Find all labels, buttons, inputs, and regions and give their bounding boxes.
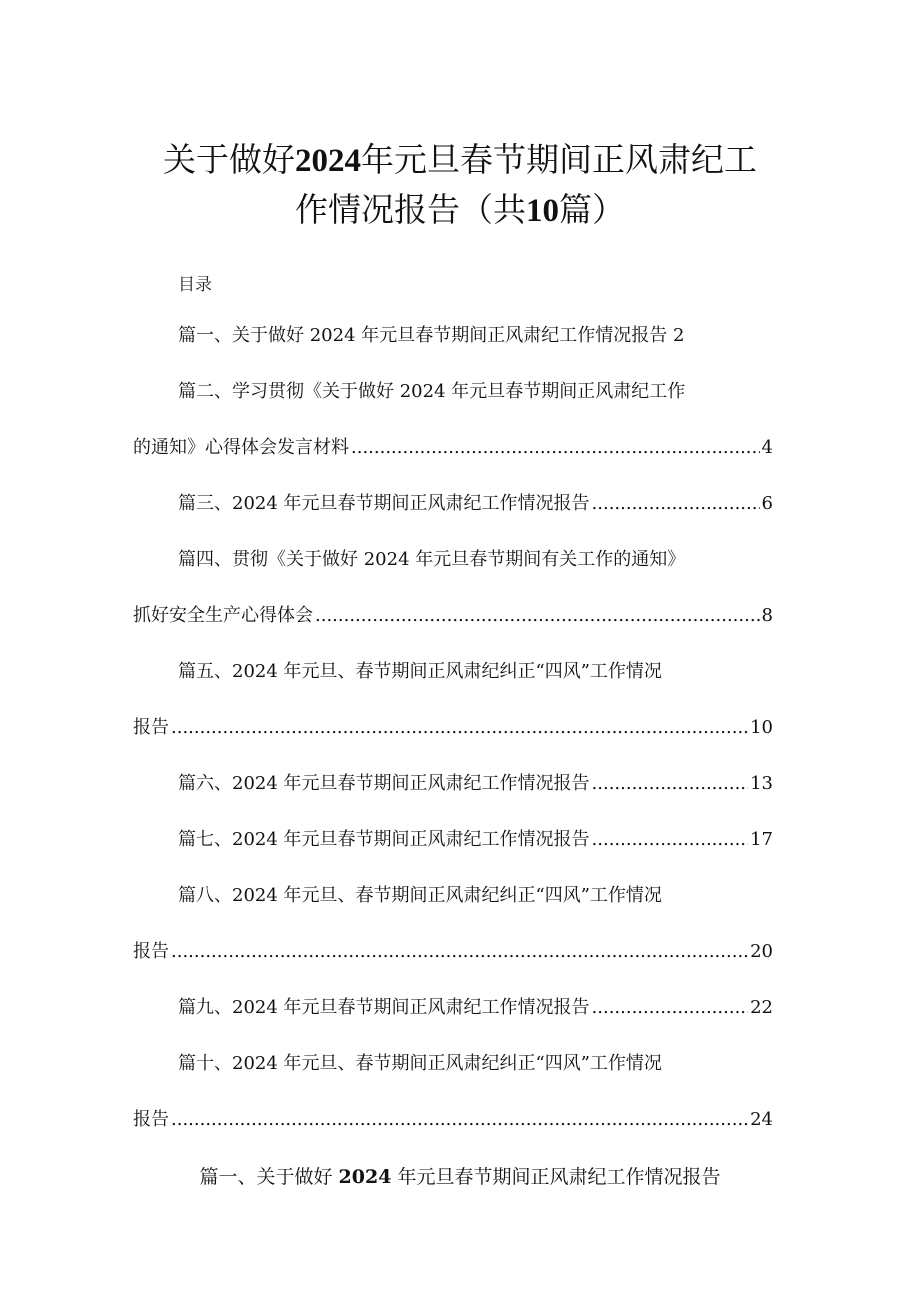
document-title-line-2: 作情况报告（共10篇） bbox=[295, 190, 625, 229]
toc-entry-6[interactable] bbox=[178, 769, 773, 799]
toc-entry-text: 报告 bbox=[133, 717, 169, 738]
toc-leader-dots bbox=[592, 489, 760, 519]
toc-entry-text: 抓好安全生产心得体会 bbox=[133, 605, 313, 626]
document-title-line-1: 关于做好2024年元旦春节期间正风肃纪工 bbox=[163, 140, 757, 179]
toc-label: 目录 bbox=[178, 275, 212, 295]
toc-page-number: 22 bbox=[750, 997, 773, 1018]
toc-entry-5[interactable] bbox=[178, 657, 662, 687]
toc-entry-1[interactable] bbox=[178, 321, 684, 351]
toc-page-number: 24 bbox=[750, 1109, 773, 1130]
toc-entry-2-cont[interactable] bbox=[133, 433, 773, 463]
toc-entry-text: 篇一、关于做好 2024 年元旦春节期间正风肃纪工作情况报告 2 bbox=[178, 325, 685, 346]
toc-entry-text: 篇四、贯彻《关于做好 2024 年元旦春节期间有关工作的通知》 bbox=[178, 549, 686, 570]
toc-entry-text: 篇五、2024 年元旦、春节期间正风肃纪纠正“四风”工作情况 bbox=[178, 661, 662, 682]
toc-entry-text: 报告 bbox=[133, 941, 169, 962]
toc-entry-10-cont[interactable] bbox=[133, 1105, 773, 1135]
toc-leader-dots bbox=[171, 713, 748, 743]
toc-entry-text: 篇七、2024 年元旦春节期间正风肃纪工作情况报告 bbox=[178, 829, 590, 850]
toc-leader-dots bbox=[592, 993, 749, 1023]
toc-entry-text: 篇八、2024 年元旦、春节期间正风肃纪纠正“四风”工作情况 bbox=[178, 885, 662, 906]
toc-page-number: 8 bbox=[761, 605, 773, 626]
toc-entry-text: 报告 bbox=[133, 1109, 169, 1130]
toc-leader-dots bbox=[592, 769, 749, 799]
toc-entry-5-cont[interactable] bbox=[133, 713, 773, 743]
toc-entry-2[interactable] bbox=[178, 377, 685, 407]
toc-page-number: 10 bbox=[750, 717, 773, 738]
toc-page-number: 4 bbox=[761, 437, 773, 458]
toc-leader-dots bbox=[171, 937, 748, 967]
toc-entry-7[interactable] bbox=[178, 825, 773, 855]
section-heading: 篇一、关于做好 2024 年元旦春节期间正风肃纪工作情况报告 bbox=[199, 1166, 721, 1188]
toc-leader-dots bbox=[171, 1105, 748, 1135]
toc-entry-8[interactable] bbox=[178, 881, 662, 911]
toc-page-number: 6 bbox=[761, 493, 773, 514]
toc-entry-text: 篇十、2024 年元旦、春节期间正风肃纪纠正“四风”工作情况 bbox=[178, 1053, 662, 1074]
toc-page-number: 17 bbox=[750, 829, 773, 850]
toc-entry-text: 篇九、2024 年元旦春节期间正风肃纪工作情况报告 bbox=[178, 997, 590, 1018]
toc-page-number: 20 bbox=[750, 941, 773, 962]
toc-entry-9[interactable] bbox=[178, 993, 773, 1023]
toc-page-number: 13 bbox=[750, 773, 773, 794]
toc-entry-3[interactable] bbox=[178, 489, 773, 519]
toc-leader-dots bbox=[592, 825, 749, 855]
toc-entry-4-cont[interactable] bbox=[133, 601, 773, 631]
toc-entry-text: 篇三、2024 年元旦春节期间正风肃纪工作情况报告 bbox=[178, 493, 590, 514]
toc-leader-dots bbox=[315, 601, 760, 631]
toc-entry-text: 篇二、学习贯彻《关于做好 2024 年元旦春节期间正风肃纪工作 bbox=[178, 381, 686, 402]
toc-entry-10[interactable] bbox=[178, 1049, 662, 1079]
toc-entry-text: 的通知》心得体会发言材料 bbox=[133, 437, 349, 458]
toc-leader-dots bbox=[351, 433, 760, 463]
toc-entry-text: 篇六、2024 年元旦春节期间正风肃纪工作情况报告 bbox=[178, 773, 590, 794]
toc-entry-8-cont[interactable] bbox=[133, 937, 773, 967]
toc-entry-4[interactable] bbox=[178, 545, 685, 575]
